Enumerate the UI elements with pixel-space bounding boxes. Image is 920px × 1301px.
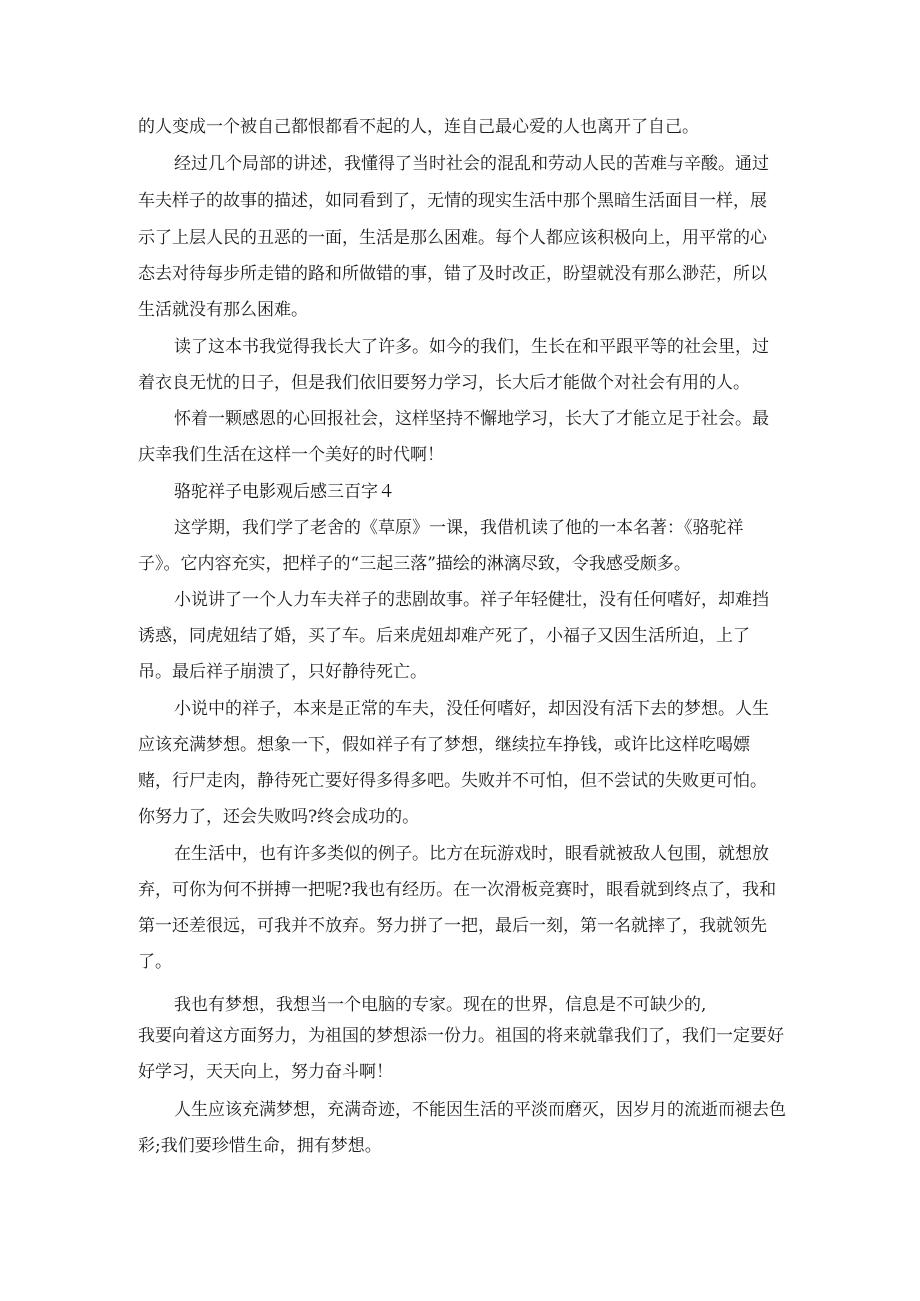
paragraph-first-line: 读了这本书我觉得我长大了许多。如今的我们，生长在和平跟平等的社会里，过 (174, 337, 769, 357)
text-line: 好学习，天天向上，努力奋斗啊！ (138, 1062, 393, 1082)
text-line: 态去对待每步所走错的路和所做错的事，错了及时改正，盼望就没有那么渺茫，所以 (138, 264, 767, 284)
paragraph-first-line: 小说中的祥子，本来是正常的车夫，没任何嗜好，却因没有活下去的梦想。人生 (174, 699, 769, 719)
paragraph-first-line: 人生应该充满梦想，充满奇迹，不能因生活的平淡而磨灭，因岁月的流逝而褪去色 (174, 1100, 786, 1120)
text-line: 赌，行尸走肉，静待死亡要好得多得多吧。失败并不可怕，但不尝试的失败更可怕。 (138, 771, 767, 791)
paragraph-first-line: 经过几个局部的讲述，我懂得了当时社会的混乱和劳动人民的苦难与辛酸。通过 (174, 154, 769, 174)
text-line: 你努力了，还会失败吗?终会成功的。 (138, 807, 420, 827)
paragraph-first-line: 在生活中，也有许多类似的例子。比方在玩游戏时，眼看就被敌人包围，就想放 (174, 844, 769, 864)
text-line: 子》。它内容充实，把样子的“三起三落”描绘的淋漓尽致，令我感受颇多。 (138, 554, 691, 574)
paragraph-first-line: 我也有梦想，我想当一个电脑的专家。现在的世界，信息是不可缺少的, (174, 995, 707, 1015)
section-heading: 骆驼祥子电影观后感三百字４ (174, 482, 395, 502)
text-line: 着衣良无忧的日子，但是我们依旧要努力学习，长大后才能做个对社会有用的人。 (138, 373, 750, 393)
text-line: 我要向着这方面努力，为祖国的梦想添一份力。祖国的将来就靠我们了，我们一定要好 (138, 1026, 784, 1046)
text-line: 庆幸我们生活在这样一个美好的时代啊！ (138, 445, 444, 465)
text-line: 彩;我们要珍惜生命，拥有梦想。 (138, 1136, 382, 1156)
text-line: 应该充满梦想。想象一下，假如祥子有了梦想，继续拉车挣钱，或许比这样吃喝嫖 (138, 735, 750, 755)
paragraph-first-line: 小说讲了一个人力车夫祥子的悲剧故事。祥子年轻健壮，没有任何嗜好，却难挡 (174, 590, 769, 610)
text-line: 车夫样子的故事的描述，如同看到了，无情的现实生活中那个黑暗生活面目一样，展 (138, 191, 767, 211)
text-line: 吊。最后祥子崩溃了，只好静待死亡。 (138, 662, 427, 682)
text-line: 了。 (138, 952, 172, 972)
text-line: 诱惑，同虎妞结了婚，买了车。后来虎妞却难产死了，小福子又因生活所迫，上了 (138, 626, 750, 646)
text-line: 的人变成一个被自己都恨都看不起的人，连自己最心爱的人也离开了自己。 (138, 117, 699, 137)
text-line: 生活就没有那么困难。 (138, 300, 308, 320)
paragraph-first-line: 怀着一颗感恩的心回报社会，这样坚持不懈地学习，长大了才能立足于社会。最 (174, 409, 769, 429)
paragraph-first-line: 这学期，我们学了老舍的《草原》一课，我借机读了他的一本名著：《骆驼祥 (174, 518, 744, 538)
text-line: 弃，可你为何不拼搏一把呢?我也有经历。在一次滑板竞赛时，眼看就到终点了，我和 (138, 880, 777, 900)
text-line: 第一还差很远，可我并不放弃。努力拼了一把，最后一刻，第一名就摔了，我就领先 (138, 916, 767, 936)
text-line: 示了上层人民的丑恶的一面，生活是那么困难。每个人都应该积极向上，用平常的心 (138, 228, 767, 248)
